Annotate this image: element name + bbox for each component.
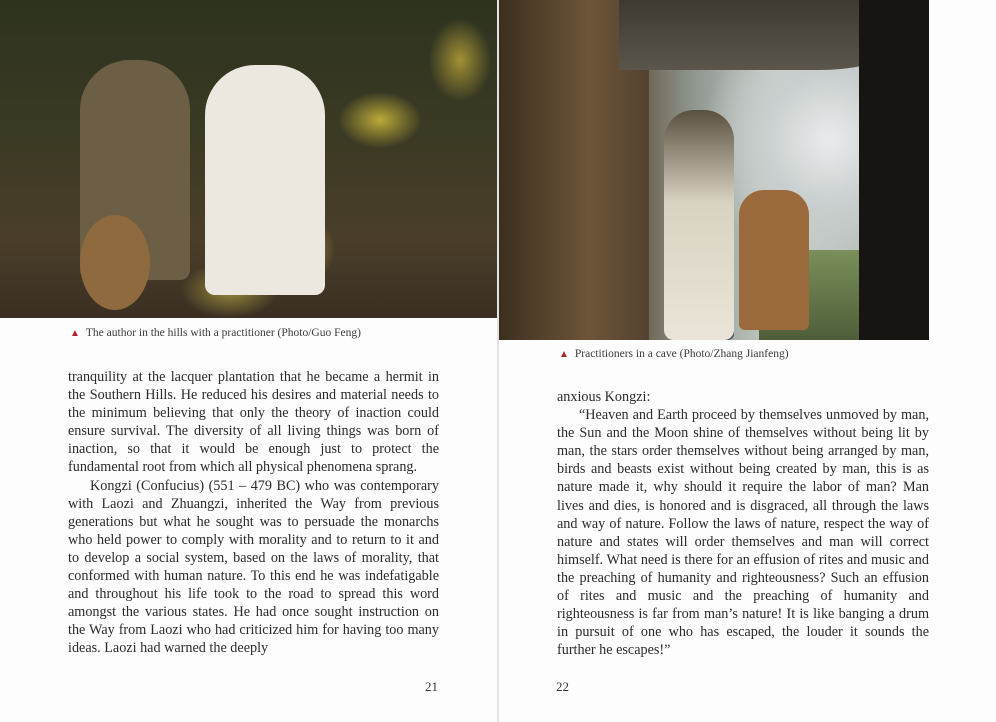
caption-text: Practitioners in a cave (Photo/Zhang Jianfeng) [574, 348, 789, 360]
right-page [499, 0, 996, 722]
quotation-paragraph: “Heaven and Earth proceed by themselves unmoved by man, the Sun and the Moon shine of themselves without being lit by man, the stars order themselves without being arranged by man, birds and beasts exist without being created by man, this is as nature made it, why should it require the labor of man? Man lives and dies, is honored and is disgraced, all through the laws and way of nature. Follow the laws of nature, respect the way of nature and states will order themselves and man will correct himself. What need is there for an effusion of rites and music and the preaching of humanity and righteousness? Such an effusion of rites and music and the preaching of humanity and righteousness is far from man’s nature! It is like banging a drum in pursuit of one who has escaped, the louder it sounds the further he escapes!” [557, 407, 929, 659]
dark-doorway [859, 0, 929, 340]
page-number: 22 [556, 679, 569, 694]
left-page [0, 0, 497, 722]
photo-practitioners-in-cave [499, 0, 929, 340]
body-text-left [68, 368, 439, 658]
straw-hat [80, 215, 150, 310]
photo-caption-left [70, 327, 361, 339]
practitioner-figure [739, 190, 809, 330]
photo-author-with-practitioner [0, 0, 497, 318]
paragraph: Kongzi (Confucius) (551 – 479 BC) who was contemporary with Laozi and Zhuangzi, inherited the Way from previous generations but what he sought was to persuade the monarchs who held power to comply with morality and to return to it and to develop a social system, based on the laws of morality, that conformed with human nature. To this end he was indefatigable and throughout his life took to the road to spread this word amongst the various states. He had once sought instruction on the Way from Laozi who had criticized him for having too many ideas. Laozi had warned the deeply [68, 477, 439, 657]
caption-marker-icon: ▲ [70, 328, 80, 339]
photo-caption-right [559, 348, 789, 360]
horsetail-whisk [664, 110, 734, 340]
author-figure [205, 65, 325, 295]
body-text-right [557, 388, 929, 659]
caption-text: The author in the hills with a practitioner (Photo/Guo Feng) [85, 327, 361, 339]
page-number: 21 [425, 679, 438, 694]
paragraph: tranquility at the lacquer plantation that he became a hermit in the Southern Hills. He reduced his desires and material needs to the minimum believing that only the theory of inaction could ensure survival. The diversity of all living things was born of inaction, so that it would be enough just to protect the fundamental root from which all physical phenomena sprang. [68, 369, 439, 476]
caption-marker-icon: ▲ [559, 349, 569, 360]
paragraph: anxious Kongzi: [557, 389, 651, 405]
